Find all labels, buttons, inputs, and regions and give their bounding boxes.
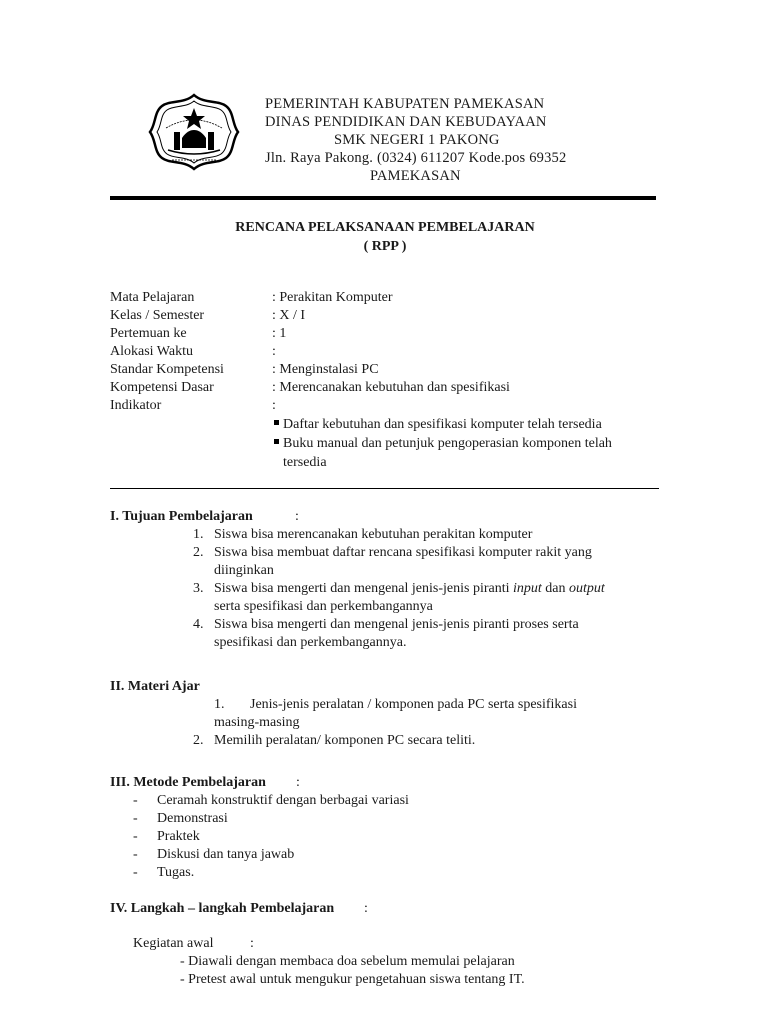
dash-bullet: - — [133, 793, 138, 808]
list-item: Siswa bisa merencanakan kebutuhan perakitan komputer — [214, 527, 533, 542]
identity-value: : X / I — [272, 308, 306, 323]
square-bullet-icon — [274, 439, 279, 444]
header-gov: PEMERINTAH KABUPATEN PAMEKASAN — [265, 96, 545, 112]
header-city: PAMEKASAN — [370, 168, 461, 184]
identity-value: : 1 — [272, 326, 287, 341]
list-item: Siswa bisa membuat daftar rencana spesifikasi komputer rakit yang — [214, 545, 592, 560]
identity-value: : — [272, 344, 276, 359]
list-number: 1. — [193, 527, 204, 542]
list-number: 2. — [193, 545, 204, 560]
section-colon: : — [296, 775, 300, 790]
identity-value: : Menginstalasi PC — [272, 362, 379, 377]
identity-label: Mata Pelajaran — [110, 290, 195, 305]
list-number: 2. — [193, 733, 204, 748]
indicator-item: Buku manual dan petunjuk pengoperasian komponen telah — [274, 436, 612, 452]
section-heading: II. Materi Ajar — [110, 679, 200, 694]
indicator-item: Daftar kebutuhan dan spesifikasi komputer telah tersedia — [274, 417, 602, 433]
identity-value: : Merencanakan kebutuhan dan spesifikasi — [272, 380, 510, 395]
method-item: Praktek — [157, 829, 200, 844]
identity-label: Standar Kompetensi — [110, 362, 224, 377]
indicator-item-continued: tersedia — [283, 455, 327, 470]
list-item: Memilih peralatan/ komponen PC secara teliti. — [214, 733, 476, 748]
list-item-continued: masing-masing — [214, 715, 300, 730]
method-item: Tugas. — [157, 865, 195, 880]
section-heading: IV. Langkah – langkah Pembelajaran — [110, 901, 335, 916]
identity-label: Kelas / Semester — [110, 308, 205, 323]
identity-label: Alokasi Waktu — [110, 344, 193, 359]
header-divider — [110, 196, 656, 200]
identity-value: : Perakitan Komputer — [272, 290, 393, 305]
section-heading: I. Tujuan Pembelajaran — [110, 509, 253, 524]
method-item: Ceramah konstruktif dengan berbagai variasi — [157, 793, 409, 808]
list-item: Siswa bisa mengerti dan mengenal jenis-jenis piranti proses serta — [214, 617, 579, 632]
identity-value: : — [272, 398, 276, 413]
identity-label: Pertemuan ke — [110, 326, 187, 341]
activity-item: - Diawali dengan membaca doa sebelum memulai pelajaran — [180, 954, 515, 969]
subsection-label: Kegiatan awal — [133, 936, 214, 951]
header-dept: DINAS PENDIDIKAN DAN KEBUDAYAAN — [265, 114, 547, 130]
section-colon: : — [364, 901, 368, 916]
list-number: 4. — [193, 617, 204, 632]
section-heading: III. Metode Pembelajaran — [110, 775, 266, 790]
list-item-continued: diinginkan — [214, 563, 274, 578]
method-item: Demonstrasi — [157, 811, 228, 826]
dash-bullet: - — [133, 829, 138, 844]
header-school: SMK NEGERI 1 PAKONG — [334, 132, 500, 148]
document-title: RENCANA PELAKSANAAN PEMBELAJARAN — [235, 220, 535, 235]
list-item-continued: spesifikasi dan perkembangannya. — [214, 635, 407, 650]
identity-divider — [110, 488, 659, 489]
list-number: 1. — [214, 697, 225, 712]
dash-bullet: - — [133, 847, 138, 862]
dash-bullet: - — [133, 865, 138, 880]
activity-item: - Pretest awal untuk mengukur pengetahuan siswa tentang IT. — [180, 972, 525, 987]
school-emblem — [146, 92, 242, 172]
list-item: Siswa bisa mengerti dan mengenal jenis-jenis piranti input dan output — [214, 581, 605, 596]
list-number: 3. — [193, 581, 204, 596]
square-bullet-icon — [274, 420, 279, 425]
identity-label: Indikator — [110, 398, 162, 413]
identity-label: Kompetensi Dasar — [110, 380, 214, 395]
section-colon: : — [295, 509, 299, 524]
header-address: Jln. Raya Pakong. (0324) 611207 Kode.pos 69352 — [265, 150, 567, 166]
subsection-colon: : — [250, 936, 254, 951]
method-item: Diskusi dan tanya jawab — [157, 847, 295, 862]
list-item: Jenis-jenis peralatan / komponen pada PC serta spesifikasi — [250, 697, 577, 712]
list-item-continued: serta spesifikasi dan perkembangannya — [214, 599, 433, 614]
dash-bullet: - — [133, 811, 138, 826]
document-subtitle: ( RPP ) — [363, 239, 407, 254]
